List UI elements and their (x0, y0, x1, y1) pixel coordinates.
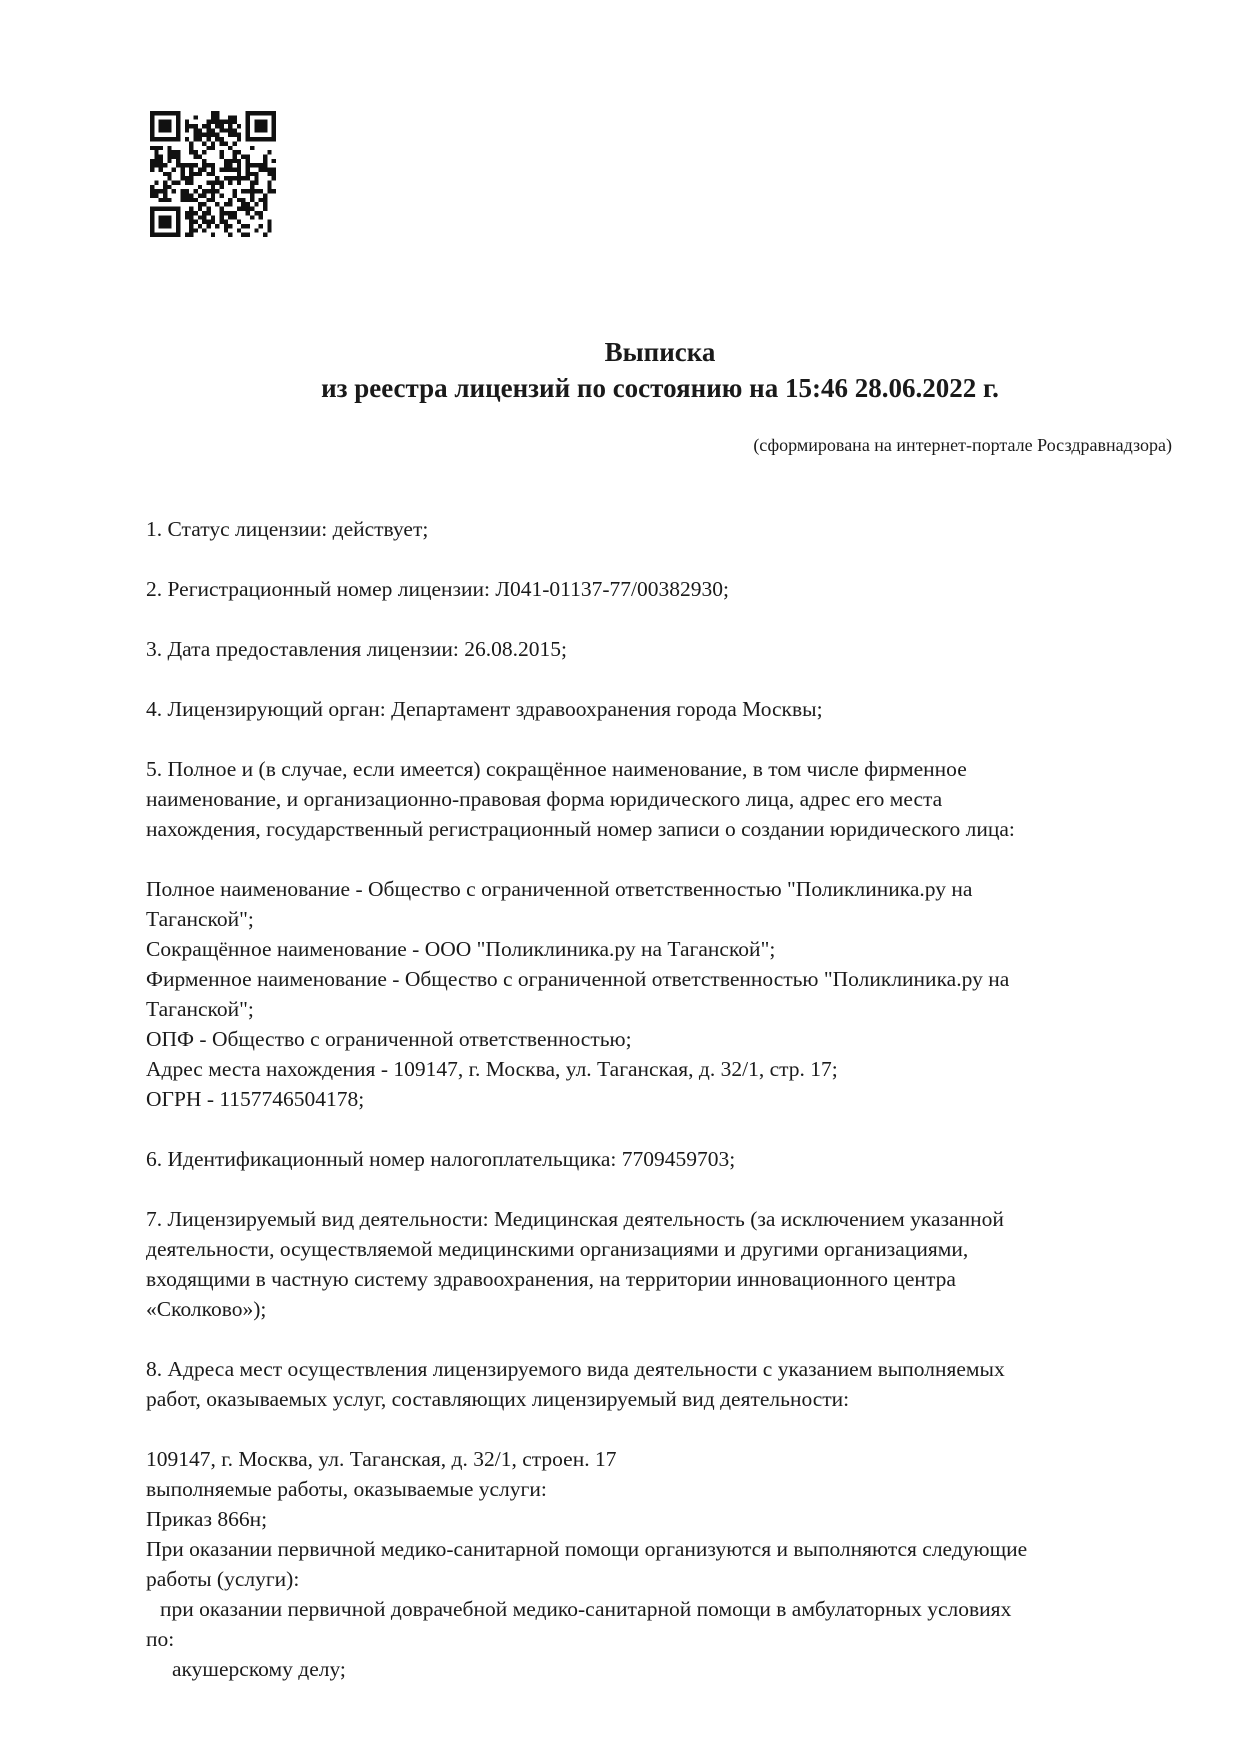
text-line: ОГРН - 1157746504178; (146, 1087, 365, 1111)
generated-note: (сформирована на интернет-портале Росздравнадзора) (753, 435, 1172, 455)
text-line: Таганской"; (146, 997, 254, 1021)
text-line: Таганской"; (146, 907, 254, 931)
activity-addresses (146, 1354, 1156, 1414)
text-line: Сокращённое наименование - ООО "Поликлиника.ру на Таганской"; (146, 937, 776, 961)
taxpayer-id (146, 1144, 1156, 1174)
text-line: 8. Адреса мест осуществления лицензируемого вида деятельности с указанием выполняемых (146, 1357, 1005, 1381)
text-line: 2. Регистрационный номер лицензии: Л041-01137-77/00382930; (146, 577, 729, 601)
text-line: 109147, г. Москва, ул. Таганская, д. 32/1, строен. 17 (146, 1447, 617, 1471)
text-line: Полное наименование - Общество с ограниченной ответственностью "Поликлиника.ру на (146, 877, 973, 901)
text-line: работ, оказываемых услуг, составляющих лицензируемый вид деятельности: (146, 1387, 850, 1411)
text-line: Фирменное наименование - Общество с ограниченной ответственностью "Поликлиника.ру на (146, 967, 1010, 991)
text-line: 5. Полное и (в случае, если имеется) сокращённое наименование, в том числе фирменное (146, 757, 967, 781)
text-line: «Сколково»); (146, 1297, 267, 1321)
qr-code (150, 111, 276, 237)
text-line: 6. Идентификационный номер налогоплательщика: 7709459703; (146, 1147, 736, 1171)
document-subtitle: из реестра лицензий по состоянию на 15:46 28.06.2022 г. (321, 373, 999, 403)
organization-details (146, 874, 1156, 1114)
license-status (146, 514, 1156, 544)
text-line: деятельности, осуществляемой медицинскими организациями и другими организациями, (146, 1237, 969, 1261)
text-line: по: (146, 1627, 175, 1651)
activity-type (146, 1204, 1156, 1324)
text-line: нахождения, государственный регистрационный номер записи о создании юридического лица: (146, 817, 1015, 841)
text-line: входящими в частную систему здравоохранения, на территории инновационного центра (146, 1267, 956, 1291)
text-line: при оказании первичной доврачебной медико-санитарной помощи в амбулаторных условиях (160, 1597, 1012, 1621)
text-line: работы (услуги): (146, 1567, 300, 1591)
text-line: 7. Лицензируемый вид деятельности: Медицинская деятельность (за исключением указанной (146, 1207, 1004, 1231)
entity-name-section (146, 754, 1156, 844)
text-line: 3. Дата предоставления лицензии: 26.08.2015; (146, 637, 567, 661)
text-line: 1. Статус лицензии: действует; (146, 517, 429, 541)
text-line: наименование, и организационно-правовая форма юридического лица, адрес его места (146, 787, 943, 811)
text-line: Адрес места нахождения - 109147, г. Москва, ул. Таганская, д. 32/1, стр. 17; (146, 1057, 838, 1081)
licensing-authority (146, 694, 1156, 724)
text-line: Приказ 866н; (146, 1507, 268, 1531)
text-line: При оказании первичной медико-санитарной помощи организуются и выполняются следующие (146, 1537, 1028, 1561)
text-line: 4. Лицензирующий орган: Департамент здравоохранения города Москвы; (146, 697, 823, 721)
text-line: ОПФ - Общество с ограниченной ответственностью; (146, 1027, 632, 1051)
document-title: Выписка (604, 337, 716, 367)
text-line: выполняемые работы, оказываемые услуги: (146, 1477, 547, 1501)
issue-date (146, 634, 1156, 664)
registration-number (146, 574, 1156, 604)
activity-address-details (146, 1444, 1156, 1684)
text-line: акушерскому делу; (172, 1657, 346, 1681)
